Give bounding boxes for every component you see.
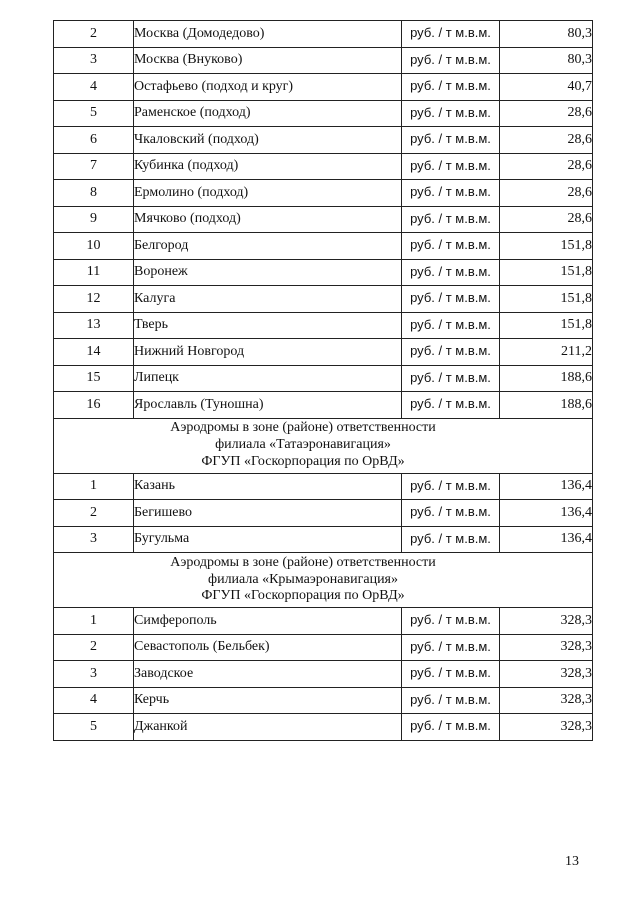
airfield-name: Казань bbox=[134, 473, 402, 500]
airfield-name: Заводское bbox=[134, 661, 402, 688]
row-number: 5 bbox=[54, 100, 134, 127]
tariff-table bbox=[53, 20, 593, 741]
row-number: 2 bbox=[54, 21, 134, 48]
row-number: 1 bbox=[54, 473, 134, 500]
rate-value: 28,6 bbox=[500, 153, 593, 180]
section-header-line: филиала «Крымаэронавигация» bbox=[208, 571, 398, 587]
unit-cell: руб. / т м.в.м. bbox=[402, 526, 500, 553]
unit-cell: руб. / т м.в.м. bbox=[402, 392, 500, 419]
airfield-name: Белгород bbox=[134, 233, 402, 260]
airfield-name: Москва (Домодедово) bbox=[134, 21, 402, 48]
table-row bbox=[54, 312, 593, 339]
row-number: 4 bbox=[54, 687, 134, 714]
rate-value: 28,6 bbox=[500, 206, 593, 233]
airfield-name: Воронеж bbox=[134, 259, 402, 286]
airfield-name: Калуга bbox=[134, 286, 402, 313]
row-number: 3 bbox=[54, 661, 134, 688]
table-row bbox=[54, 526, 593, 553]
airfield-name: Севастополь (Бельбек) bbox=[134, 634, 402, 661]
table-row bbox=[54, 339, 593, 366]
rate-value: 328,3 bbox=[500, 687, 593, 714]
unit-cell: руб. / т м.в.м. bbox=[402, 74, 500, 101]
table-row bbox=[54, 127, 593, 154]
table-row bbox=[54, 365, 593, 392]
section-header-row bbox=[54, 553, 593, 608]
row-number: 3 bbox=[54, 526, 134, 553]
airfield-name: Бегишево bbox=[134, 500, 402, 527]
row-number: 3 bbox=[54, 47, 134, 74]
rate-value: 188,6 bbox=[500, 365, 593, 392]
row-number: 8 bbox=[54, 180, 134, 207]
rate-value: 151,8 bbox=[500, 233, 593, 260]
airfield-name: Керчь bbox=[134, 687, 402, 714]
airfield-name: Нижний Новгород bbox=[134, 339, 402, 366]
table-row bbox=[54, 608, 593, 635]
table-row bbox=[54, 259, 593, 286]
airfield-name: Липецк bbox=[134, 365, 402, 392]
airfield-name: Чкаловский (подход) bbox=[134, 127, 402, 154]
unit-cell: руб. / т м.в.м. bbox=[402, 473, 500, 500]
unit-cell: руб. / т м.в.м. bbox=[402, 339, 500, 366]
section-header-line: ФГУП «Госкорпорация по ОрВД» bbox=[201, 588, 405, 604]
unit-cell: руб. / т м.в.м. bbox=[402, 312, 500, 339]
rate-value: 328,3 bbox=[500, 661, 593, 688]
table-row bbox=[54, 206, 593, 233]
unit-cell: руб. / т м.в.м. bbox=[402, 608, 500, 635]
rate-value: 136,4 bbox=[500, 500, 593, 527]
rate-value: 28,6 bbox=[500, 100, 593, 127]
rate-value: 28,6 bbox=[500, 180, 593, 207]
unit-cell: руб. / т м.в.м. bbox=[402, 365, 500, 392]
unit-cell: руб. / т м.в.м. bbox=[402, 687, 500, 714]
table-row bbox=[54, 100, 593, 127]
airfield-name: Кубинка (подход) bbox=[134, 153, 402, 180]
table-row bbox=[54, 233, 593, 260]
unit-cell: руб. / т м.в.м. bbox=[402, 500, 500, 527]
row-number: 2 bbox=[54, 500, 134, 527]
unit-cell: руб. / т м.в.м. bbox=[402, 100, 500, 127]
row-number: 2 bbox=[54, 634, 134, 661]
row-number: 4 bbox=[54, 74, 134, 101]
unit-cell: руб. / т м.в.м. bbox=[402, 634, 500, 661]
page-number: 13 bbox=[565, 854, 579, 869]
airfield-name: Тверь bbox=[134, 312, 402, 339]
row-number: 5 bbox=[54, 714, 134, 741]
row-number: 13 bbox=[54, 312, 134, 339]
row-number: 10 bbox=[54, 233, 134, 260]
unit-cell: руб. / т м.в.м. bbox=[402, 259, 500, 286]
airfield-name: Остафьево (подход и круг) bbox=[134, 74, 402, 101]
rate-value: 151,8 bbox=[500, 286, 593, 313]
unit-cell: руб. / т м.в.м. bbox=[402, 180, 500, 207]
rate-value: 151,8 bbox=[500, 259, 593, 286]
row-number: 7 bbox=[54, 153, 134, 180]
row-number: 14 bbox=[54, 339, 134, 366]
row-number: 16 bbox=[54, 392, 134, 419]
table-row bbox=[54, 500, 593, 527]
airfield-name: Джанкой bbox=[134, 714, 402, 741]
unit-cell: руб. / т м.в.м. bbox=[402, 127, 500, 154]
table-row bbox=[54, 634, 593, 661]
rate-value: 211,2 bbox=[500, 339, 593, 366]
table-row bbox=[54, 661, 593, 688]
row-number: 15 bbox=[54, 365, 134, 392]
table-row bbox=[54, 47, 593, 74]
rate-value: 136,4 bbox=[500, 473, 593, 500]
airfield-name: Раменское (подход) bbox=[134, 100, 402, 127]
section-header-line: Аэродромы в зоне (районе) ответственности bbox=[170, 420, 436, 436]
airfield-name: Симферополь bbox=[134, 608, 402, 635]
rate-value: 28,6 bbox=[500, 127, 593, 154]
table-row bbox=[54, 714, 593, 741]
section-header-line: ФГУП «Госкорпорация по ОрВД» bbox=[201, 453, 405, 469]
row-number: 12 bbox=[54, 286, 134, 313]
section-header bbox=[54, 553, 593, 608]
table-row bbox=[54, 21, 593, 48]
section-header bbox=[54, 418, 593, 473]
unit-cell: руб. / т м.в.м. bbox=[402, 286, 500, 313]
table-row bbox=[54, 286, 593, 313]
rate-value: 328,3 bbox=[500, 634, 593, 661]
row-number: 11 bbox=[54, 259, 134, 286]
rate-value: 40,7 bbox=[500, 74, 593, 101]
airfield-name: Мячково (подход) bbox=[134, 206, 402, 233]
rate-value: 328,3 bbox=[500, 714, 593, 741]
unit-cell: руб. / т м.в.м. bbox=[402, 206, 500, 233]
unit-cell: руб. / т м.в.м. bbox=[402, 233, 500, 260]
rate-value: 80,3 bbox=[500, 47, 593, 74]
rate-value: 136,4 bbox=[500, 526, 593, 553]
airfield-name: Ярославль (Туношна) bbox=[134, 392, 402, 419]
section-header-row bbox=[54, 418, 593, 473]
row-number: 1 bbox=[54, 608, 134, 635]
airfield-name: Бугульма bbox=[134, 526, 402, 553]
row-number: 6 bbox=[54, 127, 134, 154]
unit-cell: руб. / т м.в.м. bbox=[402, 153, 500, 180]
airfield-name: Москва (Внуково) bbox=[134, 47, 402, 74]
rate-value: 80,3 bbox=[500, 21, 593, 48]
unit-cell: руб. / т м.в.м. bbox=[402, 661, 500, 688]
table-row bbox=[54, 74, 593, 101]
rate-value: 328,3 bbox=[500, 608, 593, 635]
table-row bbox=[54, 473, 593, 500]
section-header-line: Аэродромы в зоне (районе) ответственности bbox=[170, 554, 436, 570]
table-row bbox=[54, 180, 593, 207]
table-row bbox=[54, 153, 593, 180]
rate-value: 151,8 bbox=[500, 312, 593, 339]
row-number: 9 bbox=[54, 206, 134, 233]
unit-cell: руб. / т м.в.м. bbox=[402, 21, 500, 48]
table-row bbox=[54, 392, 593, 419]
rate-value: 188,6 bbox=[500, 392, 593, 419]
unit-cell: руб. / т м.в.м. bbox=[402, 47, 500, 74]
section-header-line: филиала «Татаэронавигация» bbox=[215, 437, 391, 453]
tariff-table-body bbox=[54, 21, 593, 741]
airfield-name: Ермолино (подход) bbox=[134, 180, 402, 207]
unit-cell: руб. / т м.в.м. bbox=[402, 714, 500, 741]
table-row bbox=[54, 687, 593, 714]
